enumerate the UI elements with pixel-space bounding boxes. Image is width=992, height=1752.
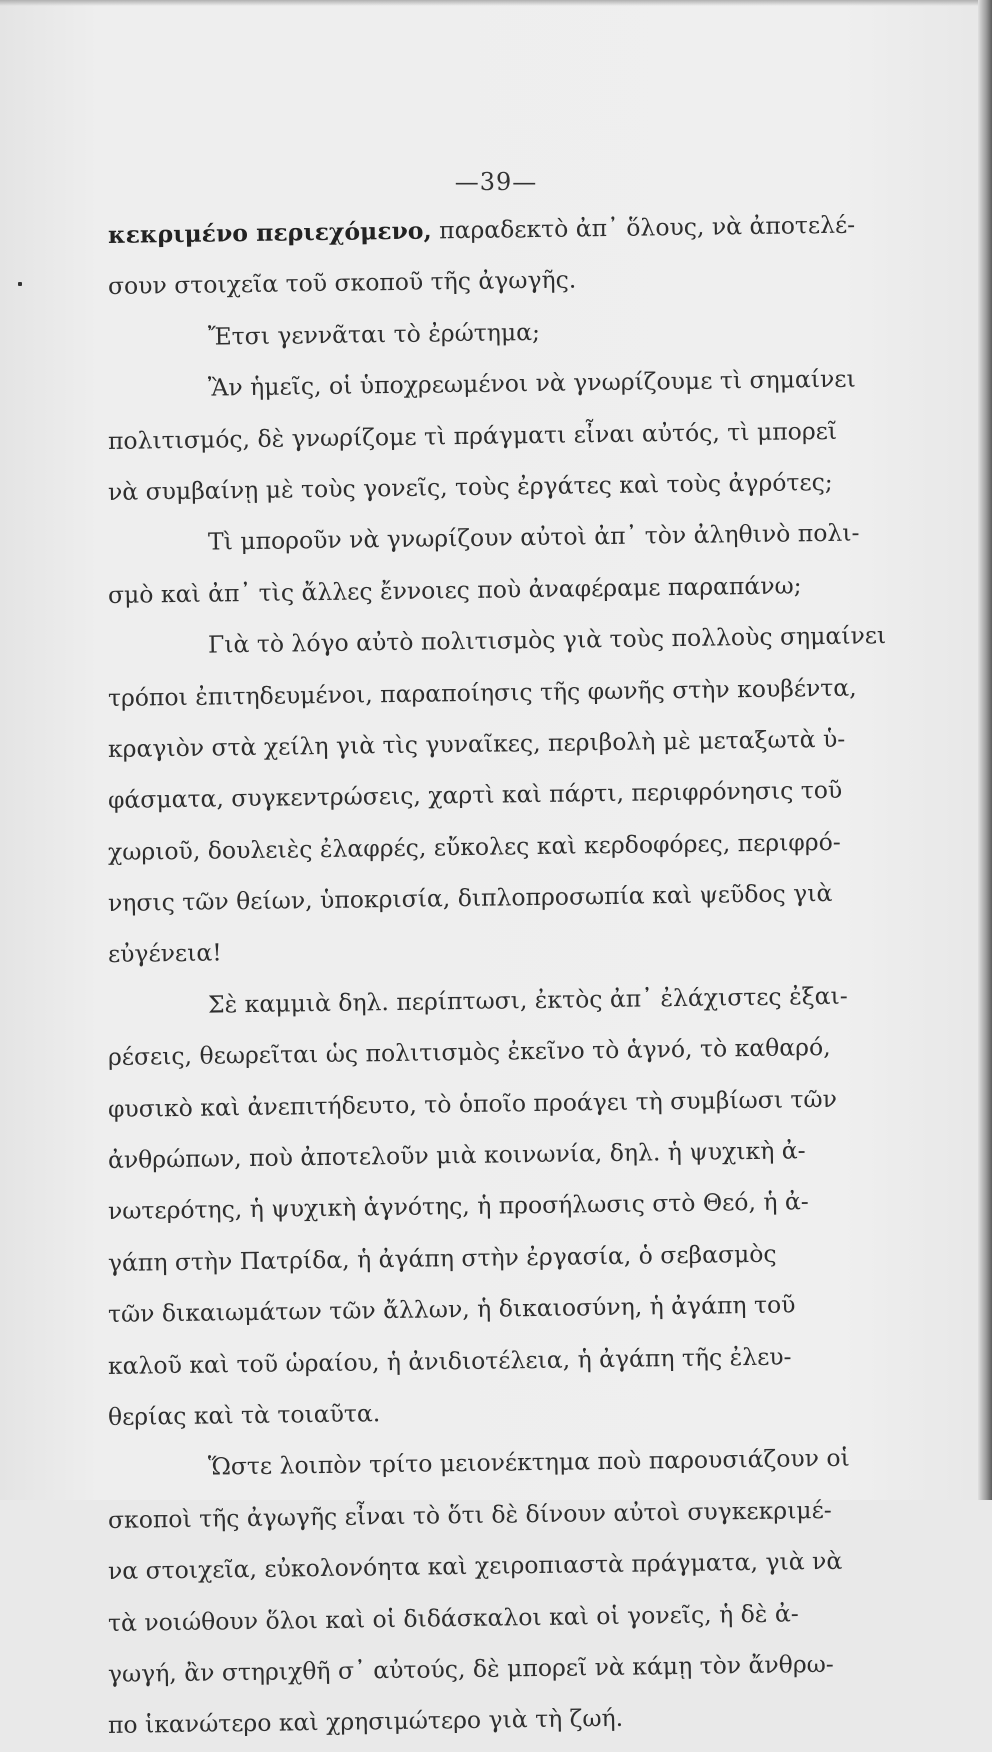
- page-top-edge-shadow: [0, 0, 992, 6]
- page-right-edge-shadow: [978, 0, 992, 1500]
- text-line: Σὲ καμμιὰ δηλ. περίπτωσι, ἐκτὸς ἀπ᾽ ἐλάχιστες ἐξαι-: [207, 981, 848, 1019]
- text-line: νησις τῶν θείων, ὑποκρισία, διπλοπροσωπία καὶ ψεῦδος γιὰ: [107, 878, 833, 918]
- text-line: σκοποὶ τῆς ἀγωγῆς εἶναι τὸ ὅτι δὲ δίνουν αὐτοὶ συγκεκριμέ-: [107, 1495, 832, 1534]
- text-line: πολιτισμός, δὲ γνωρίζομε τὶ πράγματι εἶναι αὐτός, τὶ μπορεῖ: [107, 416, 838, 455]
- text-line: γάπη στὴν Πατρίδα, ἡ ἀγάπη στὴν ἐργασία, ὁ σεβασμὸς: [107, 1239, 777, 1277]
- body-text: [107, 210, 887, 1752]
- text-line: χωριοῦ, δουλειὲς ἐλαφρές, εὔκολες καὶ κερδοφόρες, περιφρό-: [107, 827, 841, 866]
- text-line: εὐγένεια!: [107, 938, 222, 969]
- text-line: τῶν δικαιωμάτων τῶν ἄλλων, ἡ δικαιοσύνη, ἡ ἀγάπη τοῦ: [107, 1290, 796, 1329]
- text-line: νωτερότης, ἡ ψυχικὴ ἁγνότης, ἡ προσήλωσις στὸ Θεό, ἡ ἀ-: [107, 1187, 809, 1226]
- text-line: φυσικὸ καὶ ἀνεπιτήδευτο, τὸ ὁποῖο προάγει τὴ συμβίωσι τῶν: [107, 1084, 838, 1123]
- bold-phrase: κεκριμένο περιεχόμενο,: [107, 216, 432, 249]
- text-line: Ἔτσι γεννᾶται τὸ ἐρώτημα;: [207, 317, 541, 351]
- text-line: θερίας καὶ τὰ τοιαῦτα.: [107, 1399, 381, 1431]
- text-line: καλοῦ καὶ τοῦ ὡραίου, ἡ ἀνιδιοτέλεια, ἡ ἀγάπη τῆς ἐλευ-: [107, 1342, 792, 1380]
- text-line: κραγιὸν στὰ χείλη γιὰ τὶς γυναῖκες, περιβολὴ μὲ μεταξωτὰ ὑ-: [107, 724, 846, 763]
- text-line: γωγή, ἂν στηριχθῆ σ᾽ αὐτούς, δὲ μπορεῖ νὰ κάμῃ τὸν ἄνθρω-: [107, 1649, 834, 1688]
- text-line: φάσματα, συγκεντρώσεις, χαρτὶ καὶ πάρτι, περιφρόνησις τοῦ: [107, 776, 843, 815]
- text-line: ἀνθρώπων, ποὺ ἀποτελοῦν μιὰ κοινωνία, δηλ. ἡ ψυχικὴ ἀ-: [107, 1136, 806, 1175]
- text-line: Γιὰ τὸ λόγο αὐτὸ πολιτισμὸς γιὰ τοὺς πολλοὺς σημαίνει: [207, 621, 887, 659]
- text-line: πο ἱκανώτερο καὶ χρησιμώτερο γιὰ τὴ ζωή.: [107, 1704, 624, 1740]
- text-line: νὰ συμβαίνῃ μὲ τοὺς γονεῖς, τοὺς ἐργάτες καὶ τοὺς ἀγρότες;: [107, 467, 833, 506]
- text-line: σουν στοιχεῖα τοῦ σκοποῦ τῆς ἀγωγῆς.: [107, 265, 577, 301]
- page-number: —39—: [454, 168, 538, 196]
- margin-mark: [18, 282, 22, 286]
- text-line: σμὸ καὶ ἀπ᾽ τὶς ἄλλες ἔννοιες ποὺ ἀναφέραμε παραπάνω;: [107, 571, 802, 609]
- text-line: Τὶ μποροῦν νὰ γνωρίζουν αὐτοὶ ἀπ᾽ τὸν ἀληθινὸ πολι-: [207, 518, 860, 556]
- text-line: Ὥστε λοιπὸν τρίτο μειονέκτημα ποὺ παρουσιάζουν οἱ: [207, 1444, 850, 1481]
- text-line: κεκριμένο περιεχόμενο, παραδεκτὸ ἀπ᾽ ὅλους, νὰ ἀποτελέ-: [107, 210, 856, 249]
- text-line: να στοιχεῖα, εὐκολονόητα καὶ χειροπιαστὰ πράγματα, γιὰ νὰ: [107, 1546, 843, 1586]
- text-line: ρέσεις, θεωρεῖται ὡς πολιτισμὸς ἐκεῖνο τὸ ἁγνό, τὸ καθαρό,: [107, 1033, 831, 1072]
- text-line: τὰ νοιώθουν ὅλοι καὶ οἱ διδάσκαλοι καὶ οἱ γονεῖς, ἡ δὲ ἀ-: [107, 1598, 799, 1637]
- text-line: τρόποι ἐπιτηδευμένοι, παραποίησις τῆς φωνῆς στὴν κουβέντα,: [107, 673, 857, 712]
- text-line: Ἂν ἡμεῖς, οἱ ὑποχρεωμένοι νὰ γνωρίζουμε τὶ σημαίνει: [207, 364, 856, 402]
